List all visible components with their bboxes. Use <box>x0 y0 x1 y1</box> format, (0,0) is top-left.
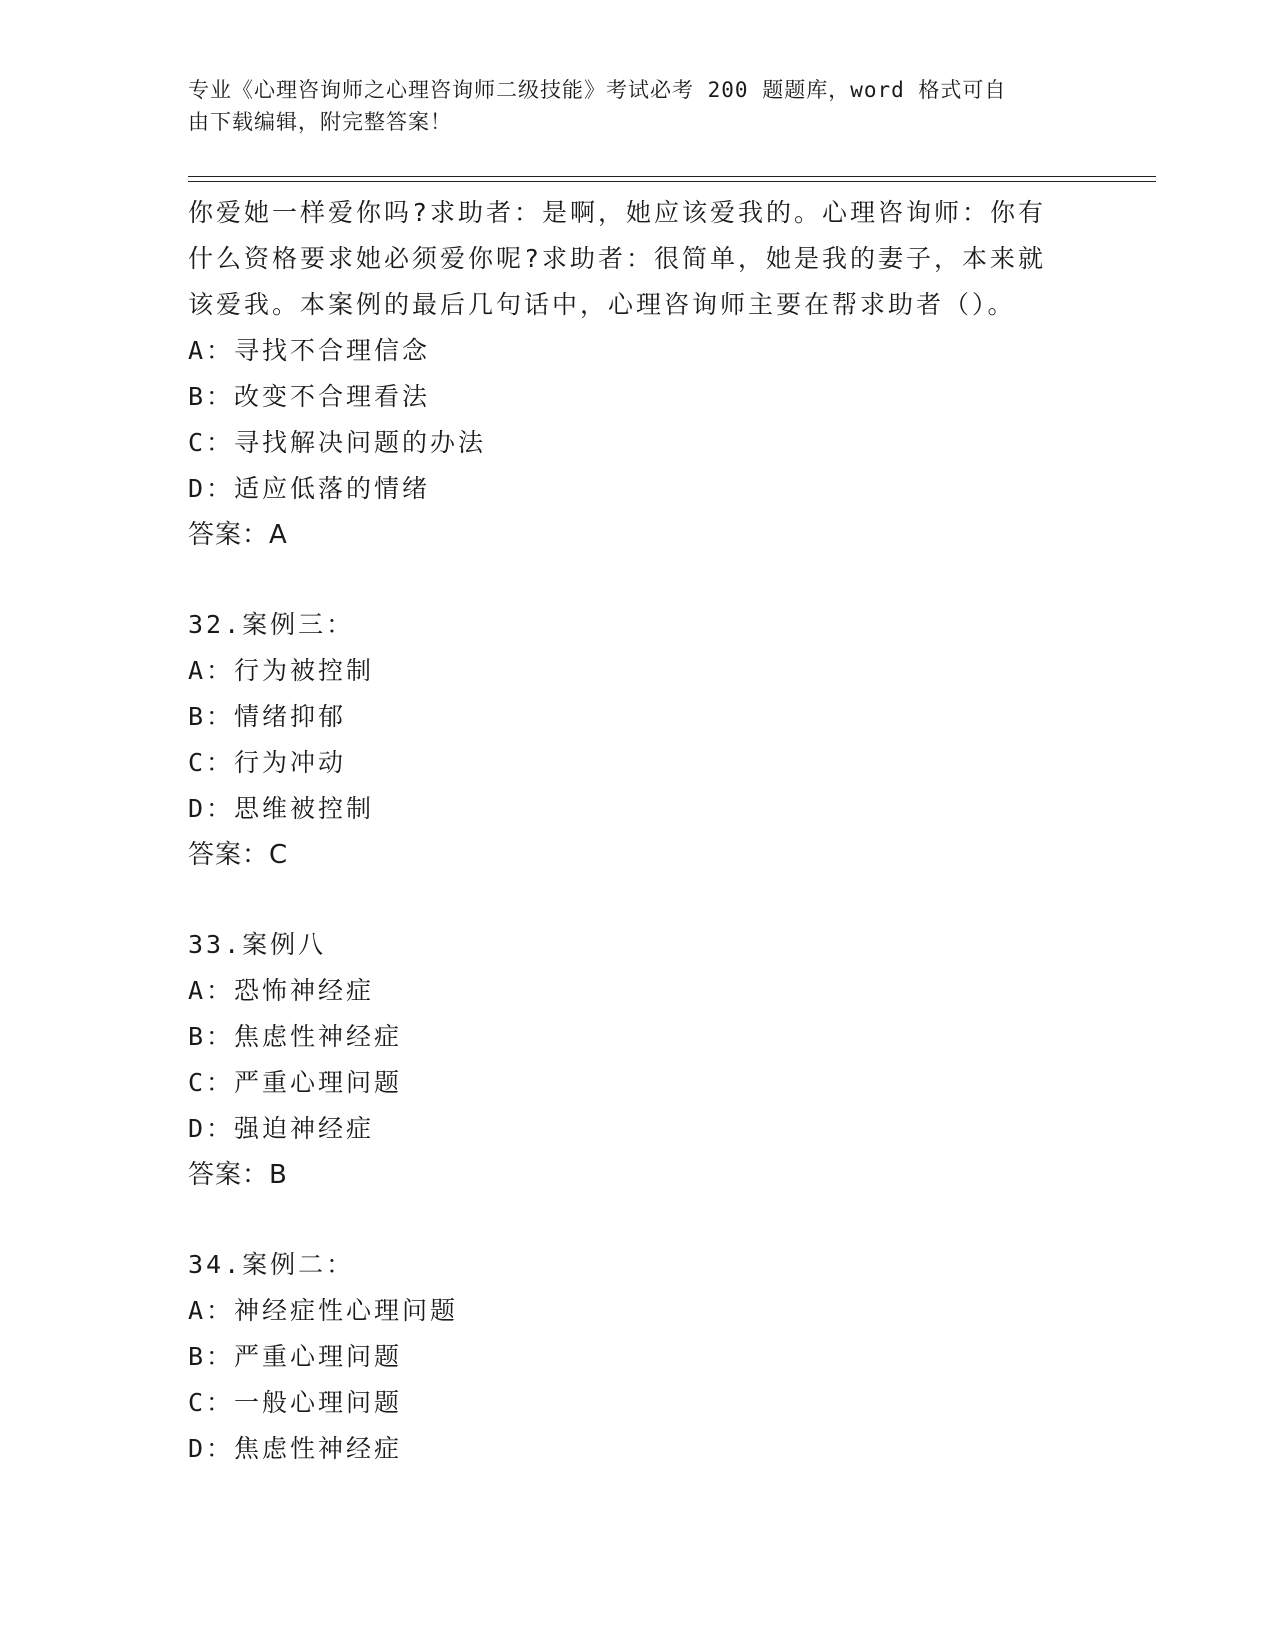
option-c: C：一般心理问题 <box>188 1388 403 1417</box>
option-b: B：严重心理问题 <box>188 1342 403 1371</box>
question-31-continued <box>188 190 1088 558</box>
option-c: C：行为冲动 <box>188 748 347 777</box>
question-title: 34.案例二： <box>188 1250 355 1279</box>
header-line-2: 由下载编辑，附完整答案！ <box>188 110 452 134</box>
header-divider-bottom <box>188 181 1156 182</box>
option-d: D：适应低落的情绪 <box>188 474 431 503</box>
header-divider-top <box>188 176 1156 177</box>
question-title: 32.案例三： <box>188 610 355 639</box>
option-d: D：强迫神经症 <box>188 1114 375 1143</box>
question-title: 33.案例八 <box>188 930 327 959</box>
question-33 <box>188 922 1088 1198</box>
option-b: B：改变不合理看法 <box>188 382 431 411</box>
option-d: D：思维被控制 <box>188 794 375 823</box>
question-stem-line: 该爱我。本案例的最后几句话中，心理咨询师主要在帮求助者（）。 <box>188 290 1016 319</box>
question-34 <box>188 1242 1088 1472</box>
option-c: C：寻找解决问题的办法 <box>188 428 487 457</box>
option-a: A：寻找不合理信念 <box>188 336 431 365</box>
option-a: A：行为被控制 <box>188 656 375 685</box>
question-stem-line: 什么资格要求她必须爱你呢?求助者：很简单，她是我的妻子，本来就 <box>188 244 1047 273</box>
option-b: B：焦虑性神经症 <box>188 1022 403 1051</box>
answer-line: 答案：B <box>188 1160 288 1190</box>
question-content <box>188 190 1088 1472</box>
option-a: A：恐怖神经症 <box>188 976 375 1005</box>
option-b: B：情绪抑郁 <box>188 702 347 731</box>
option-a: A：神经症性心理问题 <box>188 1296 459 1325</box>
header-line-1: 专业《心理咨询师之心理咨询师二级技能》考试必考 200 题题库，word 格式可自 <box>188 78 1007 102</box>
question-32 <box>188 602 1088 878</box>
option-d: D：焦虑性神经症 <box>188 1434 403 1463</box>
answer-line: 答案：C <box>188 840 289 870</box>
question-stem-line: 你爱她一样爱你吗?求助者：是啊，她应该爱我的。心理咨询师：你有 <box>188 198 1047 227</box>
option-c: C：严重心理问题 <box>188 1068 403 1097</box>
answer-line: 答案：A <box>188 520 288 550</box>
document-header <box>188 74 1068 138</box>
